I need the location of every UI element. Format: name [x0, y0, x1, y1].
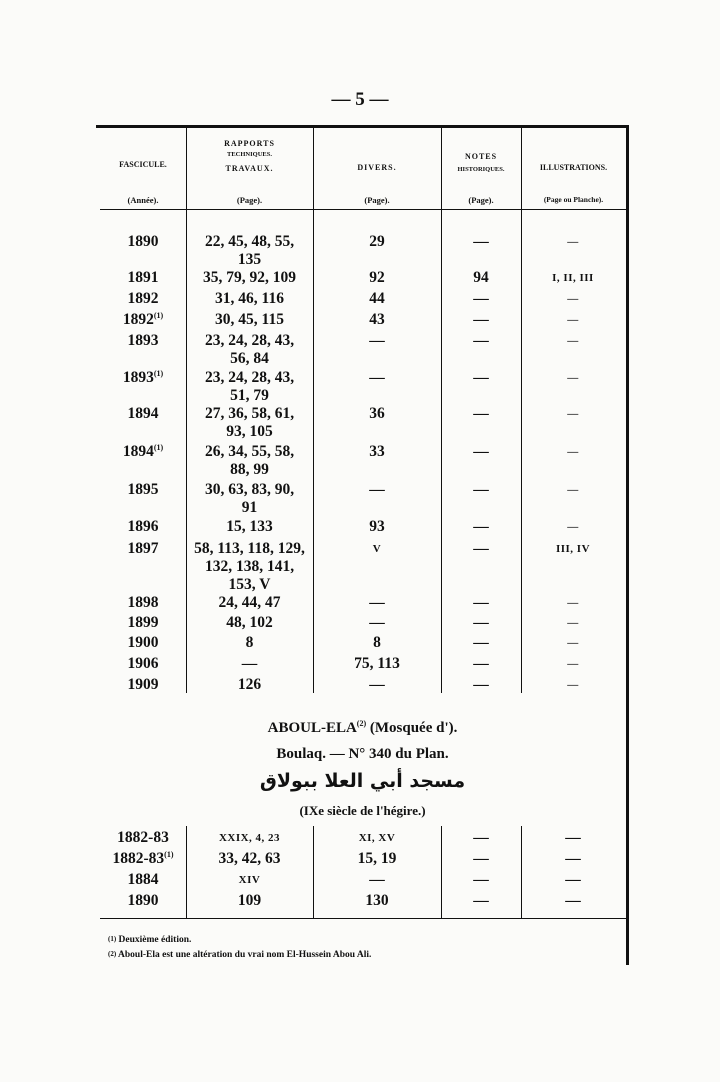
table-row-rapports	[186, 634, 313, 652]
table-row-notes: —	[473, 518, 489, 535]
table-row-year	[100, 634, 186, 652]
header-divers-sub: (Page).	[364, 195, 390, 205]
year-text: 1894	[127, 405, 159, 422]
table-row-year	[100, 614, 186, 632]
table-row-illustrations: —	[567, 293, 579, 305]
rapports-line: 88, 99	[230, 461, 269, 478]
table-row-year	[100, 405, 186, 423]
table-row-rapports	[186, 269, 313, 287]
table-row-year	[100, 892, 186, 910]
rapports-line: 15, 133	[226, 518, 273, 535]
table-row-rapports: XXIX, 4, 23	[218, 832, 281, 844]
table-row-notes: —	[473, 332, 489, 349]
rapports-line: 23, 24, 28, 43,	[204, 332, 295, 349]
year-text: 1882-83	[117, 829, 169, 846]
rapports-line: 8	[245, 634, 254, 651]
table-row-divers: V	[372, 543, 382, 555]
section-title: ABOUL-ELA$^{(2)}$ (Mosquée d').	[267, 719, 458, 736]
table-right-border	[626, 125, 629, 965]
table-row-rapports	[186, 443, 313, 479]
table-row-illustrations: —	[567, 679, 579, 691]
section-century: (IXe siècle de l'hégire.)	[299, 803, 426, 818]
rapports-line: 23, 24, 28, 43,	[204, 369, 295, 386]
table-row-illustrations: —	[567, 597, 579, 609]
rapports-line: 135	[237, 251, 262, 268]
table-row-divers: 130	[365, 892, 389, 909]
table-row-illustrations: —	[565, 850, 581, 867]
table-row-divers: 15, 19	[357, 850, 397, 867]
table-row-rapports	[186, 676, 313, 694]
table-row-divers: —	[369, 481, 385, 498]
table-row-notes: 94	[473, 269, 489, 286]
table-row-illustrations: —	[567, 372, 579, 384]
rapports-line: 27, 36, 58, 61,	[204, 405, 295, 422]
header-fascicule: FASCICULE.	[119, 160, 167, 169]
table-row-illustrations: —	[567, 335, 579, 347]
year-text: 1892	[122, 311, 154, 328]
rapports-line: 153, V	[228, 576, 271, 593]
section-arabic: مسجد أبي العلا ببولاق	[259, 770, 466, 792]
table-row-rapports	[186, 614, 313, 632]
table-row-year	[100, 443, 186, 461]
table-row-notes: —	[473, 676, 489, 693]
table-row-rapports	[186, 481, 313, 517]
table-row-notes: —	[473, 233, 489, 250]
table-row-year	[100, 269, 186, 287]
year-text: 1893	[127, 332, 159, 349]
table-row-rapports	[186, 369, 313, 405]
rapports-line: —	[241, 655, 258, 672]
table-row-illustrations: —	[567, 236, 579, 248]
header-rapports: RAPPORTS TECHNIQUES. TRAVAUX.	[224, 139, 275, 174]
year-text: 1892	[127, 290, 159, 307]
table-row-notes: —	[473, 850, 489, 867]
table-row-rapports	[186, 594, 313, 612]
table-row-rapports	[186, 655, 313, 673]
table-row-year	[100, 676, 186, 694]
year-note-mark: (1)	[153, 442, 164, 452]
table-row-year	[100, 871, 186, 889]
page-number: — 5 —	[331, 89, 389, 110]
section-location: Boulaq. — N° 340 du Plan.	[276, 746, 449, 762]
table-row-illustrations: —	[567, 408, 579, 420]
year-text: 1909	[127, 676, 159, 693]
table-row-year	[100, 829, 186, 847]
table-row-year	[100, 290, 186, 308]
rapports-line: 22, 45, 48, 55,	[204, 233, 295, 250]
table-row-divers: —	[369, 676, 385, 693]
rapports-line: 132, 138, 141,	[204, 558, 295, 575]
year-text: 1884	[127, 871, 159, 888]
year-text: 1890	[127, 892, 159, 909]
table-row-divers: 43	[369, 311, 385, 328]
table-row-rapports	[186, 518, 313, 536]
table-row-notes: —	[473, 540, 489, 557]
rapports-line: 30, 45, 115	[215, 311, 284, 328]
year-note-mark: (1)	[153, 310, 164, 320]
table-row-notes: —	[473, 405, 489, 422]
rapports-line: 56, 84	[230, 350, 269, 367]
table-row-notes: —	[473, 481, 489, 498]
table-row-year	[100, 540, 186, 558]
rapports-line: 30, 63, 83, 90,	[204, 481, 295, 498]
rapports-line: 31, 46, 116	[215, 290, 284, 307]
table-row-notes: —	[473, 634, 489, 651]
year-text: 1895	[127, 481, 159, 498]
table-row-divers: XI, XV	[358, 832, 396, 844]
header-fascicule-sub: (Année).	[127, 195, 159, 205]
year-text: 1890	[127, 233, 159, 250]
header-illustrations: ILLUSTRATIONS.	[539, 163, 608, 172]
header-divers: DIVERS.	[357, 163, 397, 172]
table-row-divers: 93	[369, 518, 385, 535]
table-row-notes: —	[473, 614, 489, 631]
table-row-rapports	[186, 540, 313, 594]
year-text: 1906	[127, 655, 159, 672]
year-text: 1894	[122, 443, 154, 460]
table-row-divers: —	[369, 369, 385, 386]
table-row-illustrations: —	[567, 637, 579, 649]
year-text: 1891	[127, 269, 159, 286]
year-text: 1897	[127, 540, 159, 557]
table-row-notes: —	[473, 829, 489, 846]
table-row-year	[100, 311, 186, 329]
rapports-line: 26, 34, 55, 58,	[204, 443, 295, 460]
rapports-line: 58, 113, 118, 129,	[194, 540, 305, 557]
header-illustrations-sub: (Page ou Planche).	[543, 195, 604, 204]
table-row-illustrations: —	[567, 446, 579, 458]
table-row-rapports: 33, 42, 63	[218, 850, 281, 867]
year-text: 1882-83	[112, 850, 165, 867]
year-note-mark: (1)	[164, 849, 174, 859]
header-bottom-rule	[100, 209, 626, 210]
year-text: 1896	[127, 518, 159, 535]
table-row-notes: —	[473, 290, 489, 307]
table-row-rapports	[186, 233, 313, 269]
table-row-rapports	[186, 311, 313, 329]
table-row-notes: —	[473, 594, 489, 611]
table-row-notes: —	[473, 369, 489, 386]
table-row-rapports	[186, 405, 313, 441]
rapports-line: 24, 44, 47	[218, 594, 281, 611]
year-note-mark: (1)	[153, 368, 164, 378]
year-text: 1900	[127, 634, 159, 651]
year-text: 1899	[127, 614, 159, 631]
table-row-divers: —	[369, 594, 385, 611]
table-row-notes: —	[473, 311, 489, 328]
table-row-illustrations: —	[567, 521, 579, 533]
table-row-year	[100, 233, 186, 251]
table-row-divers: 33	[369, 443, 385, 460]
table-row-rapports	[186, 290, 313, 308]
table-row-rapports: XIV	[238, 874, 261, 886]
table-row-notes: —	[473, 892, 489, 909]
rapports-line: 48, 102	[226, 614, 273, 631]
table-row-year	[100, 594, 186, 612]
table-row-divers: —	[369, 332, 385, 349]
rapports-line: 91	[241, 499, 258, 516]
rapports-line: 126	[237, 676, 262, 693]
table-row-illustrations: —	[567, 617, 579, 629]
table-row-rapports: 109	[237, 892, 262, 909]
header-notes-sub: (Page).	[468, 195, 494, 205]
table-row-notes: —	[473, 443, 489, 460]
table-row-divers: 92	[369, 269, 385, 286]
table-row-rapports	[186, 332, 313, 368]
table-row-year	[100, 850, 186, 868]
year-text: 1893	[122, 369, 154, 386]
table-row-illustrations: —	[567, 484, 579, 496]
header-notes: NOTES HISTORIQUES.	[457, 152, 505, 173]
table-row-illustrations: —	[565, 892, 581, 909]
table-row-divers: 8	[373, 634, 381, 651]
year-text: 1898	[127, 594, 159, 611]
table-row-illustrations: III, IV	[555, 543, 591, 555]
rapports-line: 51, 79	[230, 387, 269, 404]
table-row-illustrations: —	[567, 314, 579, 326]
table-row-divers: 29	[369, 233, 385, 250]
table-row-year	[100, 518, 186, 536]
table-bottom-rule	[100, 918, 626, 919]
footnote-1: $^{(1)}$ Deuxième édition.	[108, 935, 192, 945]
table-row-year	[100, 332, 186, 350]
table-row-divers: —	[369, 871, 385, 888]
rapports-line: 35, 79, 92, 109	[203, 269, 296, 286]
table-row-divers: —	[369, 614, 385, 631]
table-row-divers: 44	[369, 290, 385, 307]
table-row-divers: 75, 113	[354, 655, 400, 672]
table-row-year	[100, 655, 186, 673]
table-top-rule	[96, 125, 629, 128]
table-row-notes: —	[473, 655, 489, 672]
table-row-illustrations: —	[567, 658, 579, 670]
header-rapports-sub: (Page).	[236, 195, 263, 205]
table-row-year	[100, 369, 186, 387]
table-row-year	[100, 481, 186, 499]
table-row-divers: 36	[369, 405, 385, 422]
rapports-line: 93, 105	[226, 423, 273, 440]
footnote-2: $^{(2)}$ Aboul-Ela est une altération du vrai nom El-Hussein Abou Ali.	[108, 950, 372, 960]
table-row-illustrations: —	[565, 871, 581, 888]
table-row-illustrations: —	[565, 829, 581, 846]
table-row-illustrations: I, II, III	[552, 272, 594, 284]
table-row-notes: —	[473, 871, 489, 888]
